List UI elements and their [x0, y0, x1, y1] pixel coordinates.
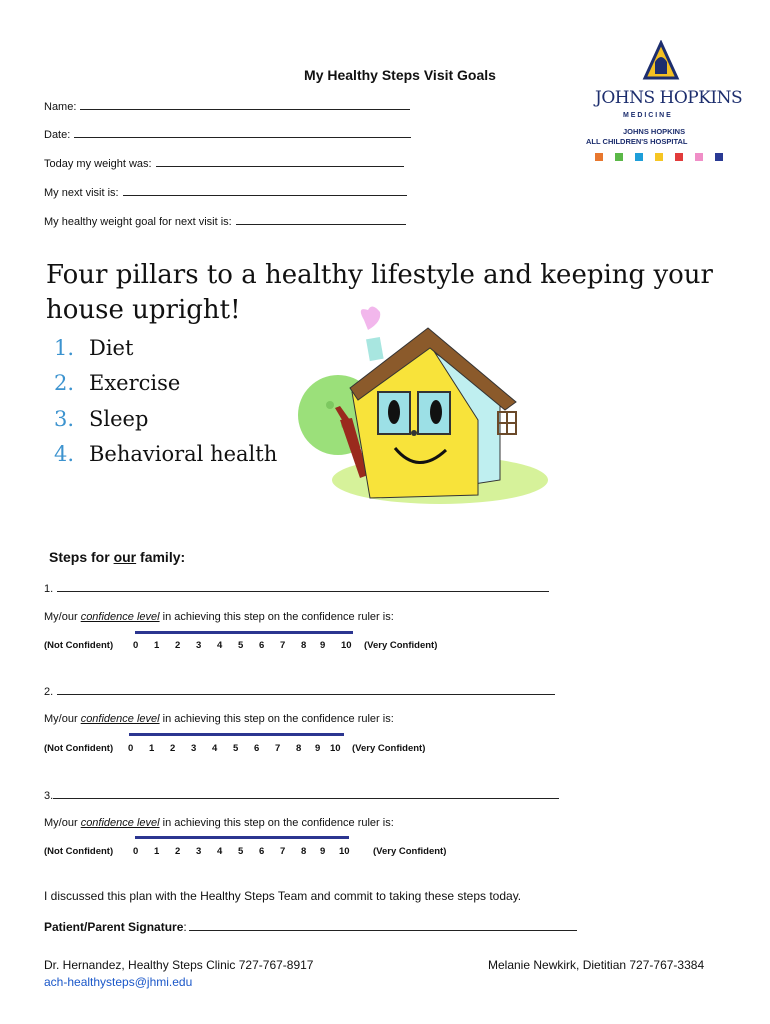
scale-7[interactable]: 7	[275, 743, 281, 754]
scale-1[interactable]: 1	[149, 743, 155, 754]
confidence-post: in achieving this step on the confidence ruler is:	[159, 817, 394, 829]
signature-label: Patient/Parent Signature	[44, 920, 184, 934]
scale-6[interactable]: 6	[259, 640, 265, 651]
scale-6[interactable]: 6	[254, 743, 260, 754]
scale-2[interactable]: 2	[175, 640, 181, 651]
scale-1[interactable]: 1	[154, 640, 160, 651]
pillars-heading: Four pillars to a healthy lifestyle and keeping your house upright!	[46, 260, 713, 325]
color-square	[675, 153, 683, 161]
confidence-ruler-bar	[135, 631, 353, 634]
scale-5[interactable]: 5	[238, 640, 244, 651]
confidence-ruler	[44, 640, 437, 651]
form-title: My Healthy Steps Visit Goals	[304, 67, 496, 83]
confidence-pre: My/our	[44, 713, 81, 725]
confidence-level-link: confidence level	[80, 817, 160, 829]
scale-6[interactable]: 6	[259, 846, 265, 857]
scale-9[interactable]: 9	[320, 640, 326, 651]
confidence-ruler-bar	[129, 733, 344, 736]
pillar-num: 3.	[54, 407, 75, 431]
house-illustration	[290, 300, 555, 510]
pillar-item	[54, 442, 277, 466]
confidence-ruler	[44, 846, 446, 857]
scale-4[interactable]: 4	[217, 640, 223, 651]
pillar-label: Exercise	[89, 371, 181, 395]
step-line	[44, 582, 549, 595]
very-confident-label: (Very Confident)	[373, 846, 447, 857]
scale-7[interactable]: 7	[280, 846, 286, 857]
name-field	[44, 100, 410, 113]
steps-heading	[49, 549, 185, 565]
not-confident-label: (Not Confident)	[44, 743, 114, 754]
scale-3[interactable]: 3	[196, 640, 202, 651]
pillar-label: Sleep	[89, 407, 149, 431]
color-square	[655, 153, 663, 161]
scale-3[interactable]: 3	[191, 743, 197, 754]
not-confident-label: (Not Confident)	[44, 640, 114, 651]
color-square	[615, 153, 623, 161]
footer-left-contact: Dr. Hernandez, Healthy Steps Clinic 727-767-8917	[44, 958, 314, 972]
name-label: Name:	[44, 101, 77, 113]
scale-3[interactable]: 3	[196, 846, 202, 857]
scale-4[interactable]: 4	[212, 743, 218, 754]
scale-0[interactable]: 0	[133, 846, 139, 857]
confidence-ruler	[44, 743, 425, 754]
date-field	[44, 128, 411, 141]
pillar-label: Diet	[89, 336, 134, 360]
step-input-line[interactable]	[57, 582, 549, 592]
scale-5[interactable]: 5	[233, 743, 239, 754]
signature-line[interactable]	[189, 921, 577, 931]
confidence-text	[44, 611, 394, 623]
step-num: 3.	[44, 790, 54, 802]
scale-8[interactable]: 8	[301, 640, 307, 651]
pillar-item	[54, 371, 180, 395]
very-confident-label: (Very Confident)	[364, 640, 438, 651]
step-input-line[interactable]	[57, 685, 555, 695]
weight-goal-field	[44, 215, 406, 228]
date-label: Date:	[44, 129, 71, 141]
pillar-item	[54, 407, 148, 431]
steps-heading-pre: Steps for	[49, 549, 114, 565]
signature-field	[44, 920, 577, 934]
step-line	[44, 685, 555, 698]
confidence-level-link: confidence level	[80, 611, 160, 623]
scale-4[interactable]: 4	[217, 846, 223, 857]
scale-0[interactable]: 0	[128, 743, 134, 754]
scale-2[interactable]: 2	[175, 846, 181, 857]
pillar-item	[54, 336, 133, 360]
confidence-pre: My/our	[44, 611, 81, 623]
weight-goal-label: My healthy weight goal for next visit is:	[44, 216, 232, 228]
scale-10[interactable]: 10	[341, 640, 352, 651]
scale-9[interactable]: 9	[320, 846, 326, 857]
logo-hospital-line2: ALL CHILDREN'S HOSPITAL	[586, 137, 688, 146]
weight-line[interactable]	[156, 157, 404, 167]
signature-colon: :	[183, 920, 187, 934]
footer-right-contact: Melanie Newkirk, Dietitian 727-767-3384	[488, 958, 705, 972]
color-square	[595, 153, 603, 161]
confidence-post: in achieving this step on the confidence ruler is:	[159, 611, 394, 623]
logo-org-sub: M E D I C I N E	[623, 112, 671, 119]
steps-heading-post: family:	[136, 549, 186, 565]
step-num: 2.	[44, 686, 54, 698]
pillar-num: 1.	[54, 336, 75, 360]
scale-2[interactable]: 2	[170, 743, 176, 754]
step-num: 1.	[44, 583, 54, 595]
logo-org-top: JOHNS HOPKINS	[595, 88, 743, 108]
next-visit-label: My next visit is:	[44, 187, 119, 199]
confidence-ruler-bar	[135, 836, 349, 839]
step-input-line[interactable]	[53, 789, 559, 799]
next-visit-line[interactable]	[123, 186, 407, 196]
scale-8[interactable]: 8	[296, 743, 302, 754]
pillar-label: Behavioral health	[89, 442, 278, 466]
confidence-text	[44, 817, 394, 829]
weight-field	[44, 157, 404, 170]
color-square	[635, 153, 643, 161]
next-visit-field	[44, 186, 407, 199]
weight-label: Today my weight was:	[44, 158, 152, 170]
color-square	[695, 153, 703, 161]
logo-hospital-line1: JOHNS HOPKINS	[623, 127, 686, 136]
weight-goal-line[interactable]	[236, 215, 406, 225]
scale-9[interactable]: 9	[315, 743, 321, 754]
scale-8[interactable]: 8	[301, 846, 307, 857]
logo-color-squares	[595, 153, 723, 161]
confidence-level-link: confidence level	[80, 713, 160, 725]
not-confident-label: (Not Confident)	[44, 846, 114, 857]
scale-7[interactable]: 7	[280, 640, 286, 651]
footer-email-link[interactable]: ach-healthysteps@jhmi.edu	[44, 975, 193, 989]
steps-heading-our: our	[113, 549, 137, 565]
color-square	[715, 153, 723, 161]
johns-hopkins-logo	[583, 40, 743, 146]
scale-5[interactable]: 5	[238, 846, 244, 857]
scale-10[interactable]: 10	[330, 743, 341, 754]
step-line	[44, 789, 559, 802]
confidence-post: in achieving this step on the confidence ruler is:	[159, 713, 394, 725]
date-line[interactable]	[74, 128, 411, 138]
commit-text: I discussed this plan with the Healthy Steps Team and commit to taking these steps today.	[44, 889, 522, 903]
scale-1[interactable]: 1	[154, 846, 160, 857]
confidence-text	[44, 713, 394, 725]
scale-10[interactable]: 10	[339, 846, 350, 857]
confidence-pre: My/our	[44, 817, 81, 829]
name-line[interactable]	[80, 100, 410, 110]
dome-shield-icon	[583, 40, 723, 90]
scale-0[interactable]: 0	[133, 640, 139, 651]
very-confident-label: (Very Confident)	[352, 743, 426, 754]
pillar-num: 4.	[54, 442, 75, 466]
pillar-num: 2.	[54, 371, 75, 395]
